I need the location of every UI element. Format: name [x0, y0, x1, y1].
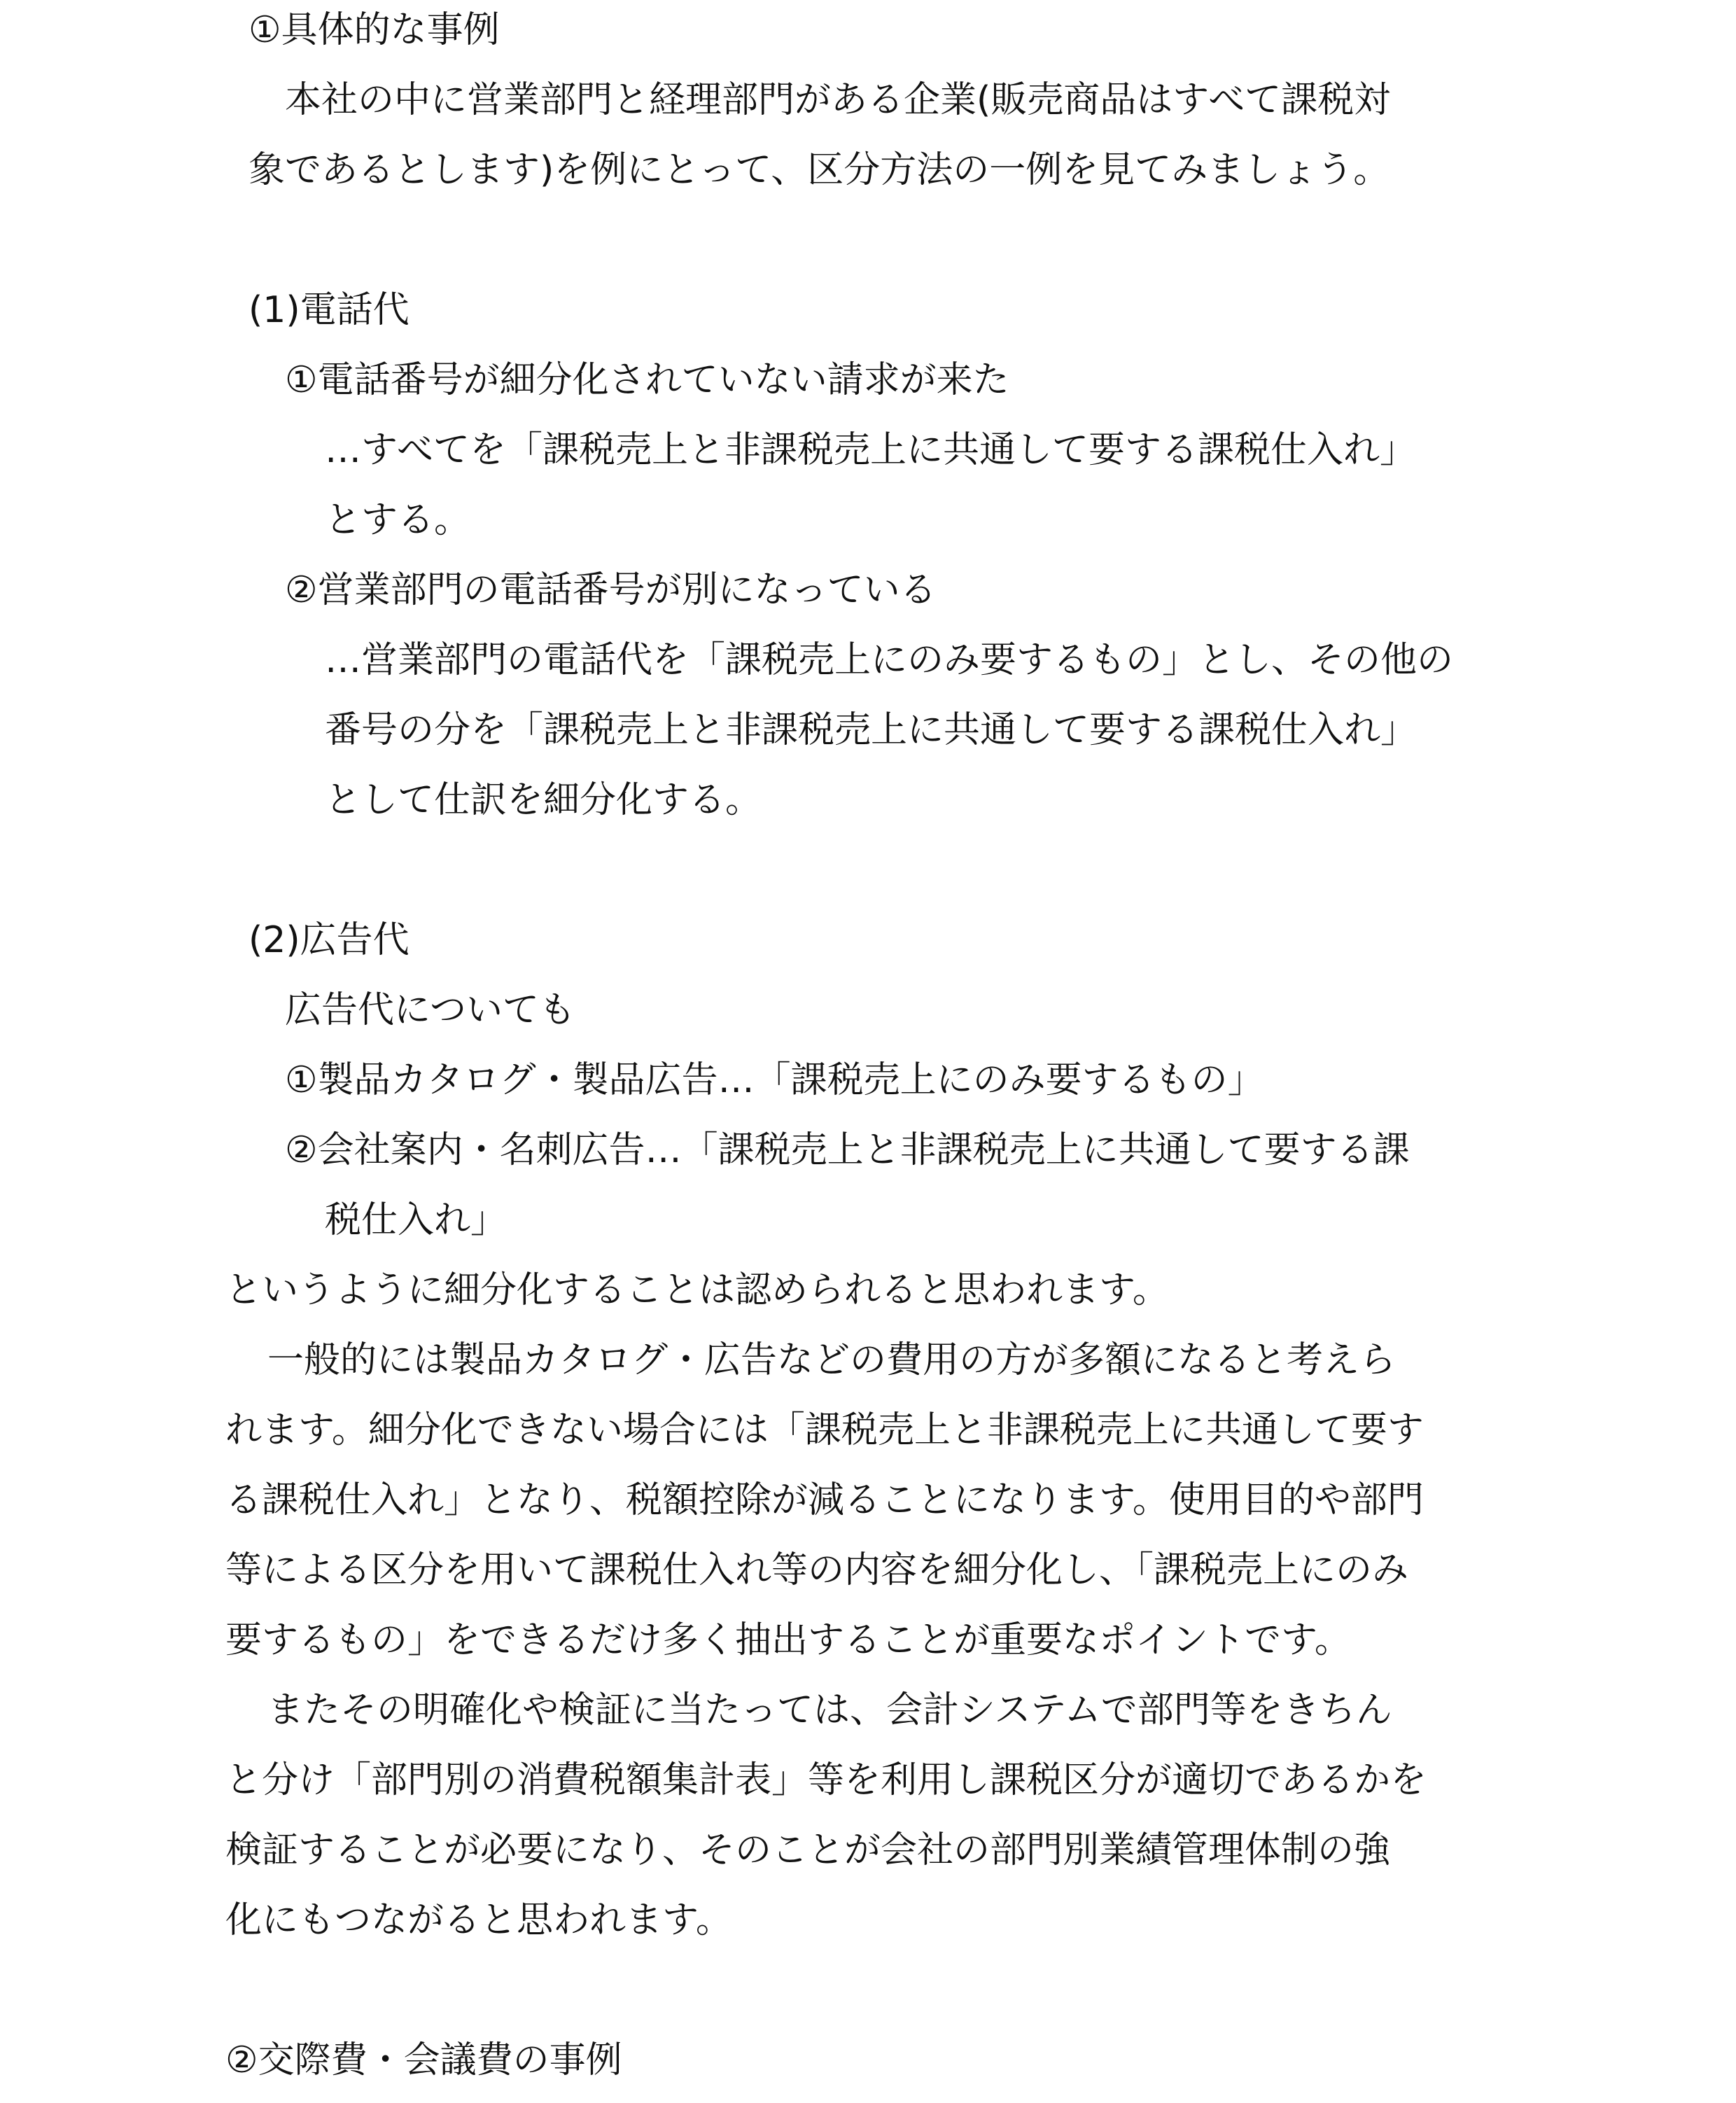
paragraph-line: と分け「部門別の消費税額集計表」等を利用し課税区分が適切であるかを [225, 1759, 1427, 1801]
paragraph-line: 象であるとします)を例にとって、区分方法の一例を見てみましょう。 [248, 149, 1390, 191]
subsection-heading: (2)広告代 [248, 919, 410, 961]
paragraph-line: 一般的には製品カタログ・広告などの費用の方が多額になると考えら [267, 1339, 1396, 1381]
list-item-detail: …すべてを「課税売上と非課税売上に共通して要する課税仕入れ」 [325, 429, 1416, 471]
section-heading: ①具体的な事例 [248, 9, 500, 51]
list-item: ①電話番号が細分化されていない請求が来た [285, 359, 1009, 401]
subsection-heading: (1)電話代 [248, 289, 410, 331]
list-item: ②会社案内・名刺広告…「課税売上と非課税売上に共通して要する課 [285, 1129, 1410, 1171]
paragraph-line: 等による区分を用いて課税仕入れ等の内容を細分化し、「課税売上にのみ [225, 1549, 1409, 1591]
list-item: ①製品カタログ・製品広告…「課税売上にのみ要するもの」 [285, 1059, 1264, 1101]
paragraph-line: 広告代についても [285, 989, 575, 1031]
paragraph-line: またその明確化や検証に当たっては、会計システムで部門等をきちん [267, 1689, 1392, 1731]
paragraph-line: 検証することが必要になり、そのことが会社の部門別業績管理体制の強 [225, 1829, 1391, 1871]
list-item-detail: …営業部門の電話代を「課税売上にのみ要するもの」とし、その他の [325, 639, 1454, 681]
paragraph-line: れます。細分化できない場合には「課税売上と非課税売上に共通して要す [225, 1409, 1424, 1451]
paragraph-line: る課税仕入れ」となり、税額控除が減ることになります。使用目的や部門 [225, 1479, 1424, 1521]
list-item-detail: として仕訳を細分化する。 [325, 779, 762, 821]
section-heading: ②交際費・会議費の事例 [225, 2039, 622, 2081]
paragraph-line: 化にもつながると思われます。 [225, 1899, 732, 1941]
list-item-detail: 番号の分を「課税売上と非課税売上に共通して要する課税仕入れ」 [325, 709, 1418, 751]
list-item-detail: 税仕入れ」 [325, 1199, 507, 1241]
list-item: ②営業部門の電話番号が別になっている [285, 569, 937, 611]
paragraph-line: というように細分化することは認められると思われます。 [225, 1269, 1169, 1311]
list-item-detail: とする。 [325, 499, 471, 541]
paragraph-line: 本社の中に営業部門と経理部門がある企業(販売商品はすべて課税対 [285, 79, 1391, 121]
paragraph-line: 要するもの」をできるだけ多く抽出することが重要なポイントです。 [225, 1619, 1351, 1661]
